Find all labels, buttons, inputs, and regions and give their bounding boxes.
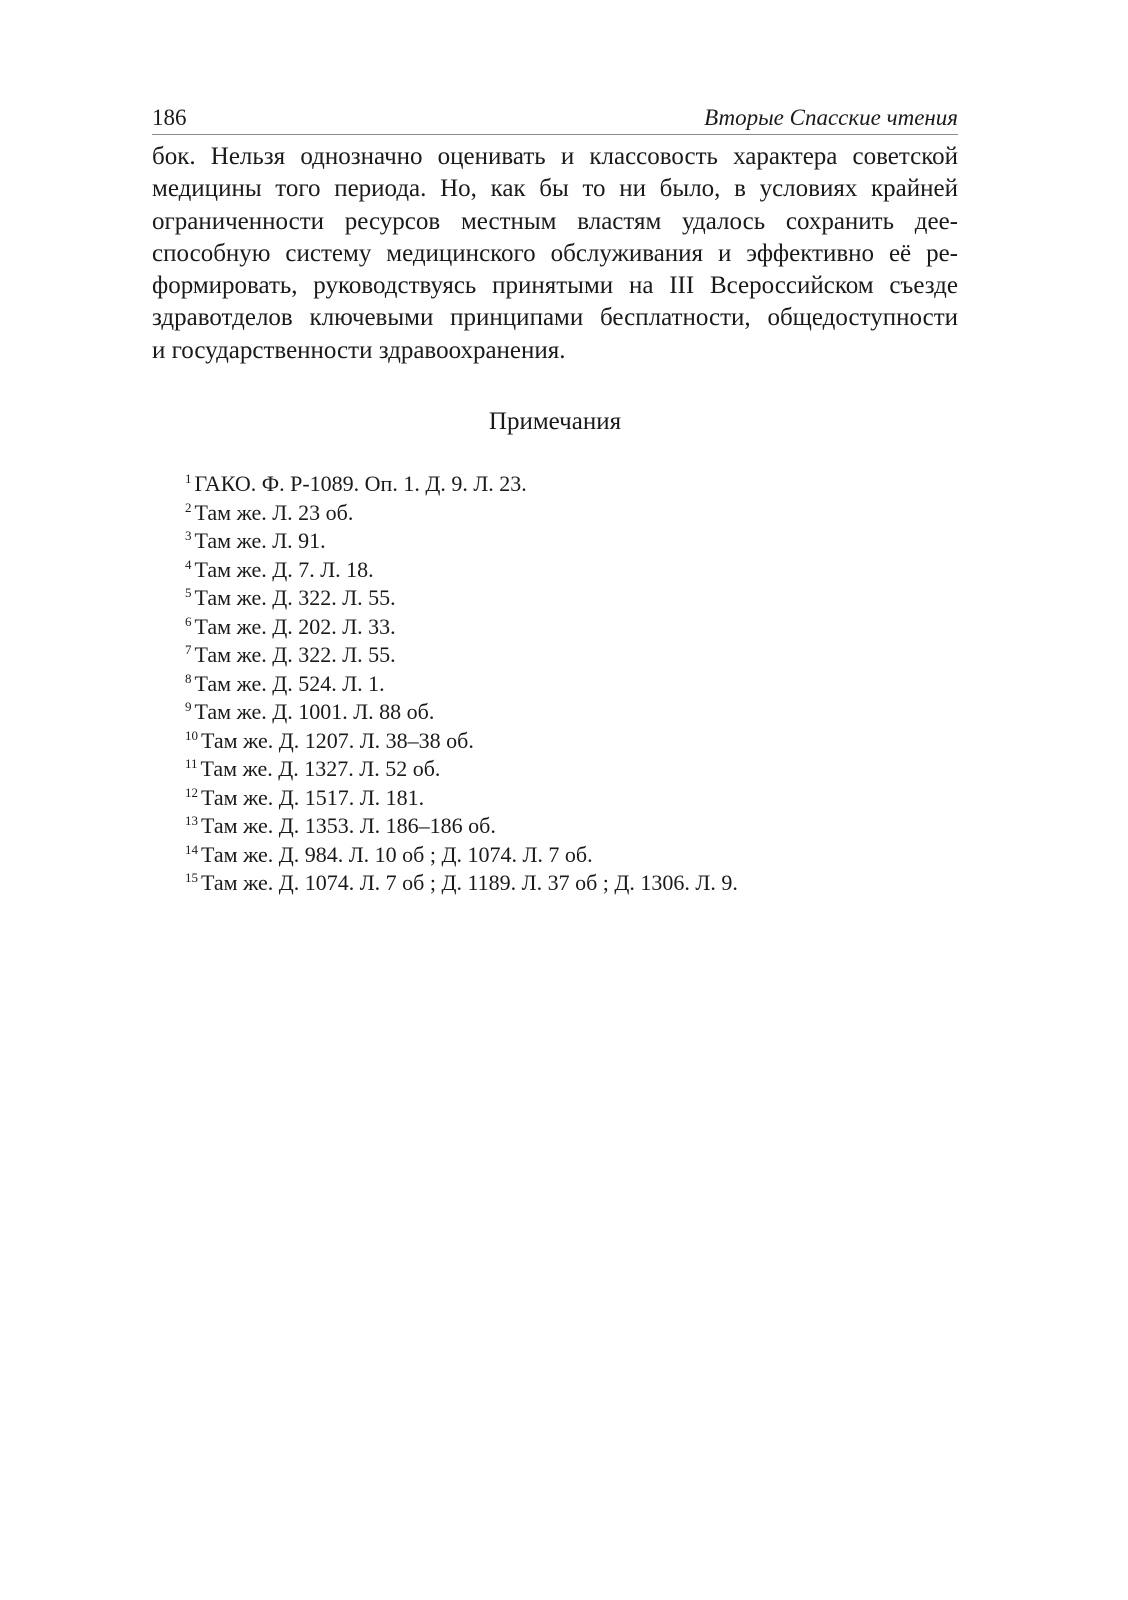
note-item — [185, 841, 958, 870]
note-text: Там же. Д. 1207. Л. 38–38 об. — [201, 727, 474, 753]
notes-heading: Примечания — [488, 408, 622, 436]
running-title: Вторые Спасские чтения — [704, 105, 958, 130]
note-text: Там же. Д. 1074. Л. 7 об ; Д. 1189. Л. 37 об ; Д. 1306. Л. 9. — [201, 870, 738, 896]
body-line: способную систему медицинского обслуживания и эффективно её ре- — [152, 239, 958, 267]
note-number: 12 — [185, 784, 198, 800]
note-number: 7 — [185, 642, 192, 658]
body-line: здравотделов ключевыми принципами бесплатности, общедоступности — [152, 304, 958, 332]
note-number: 1 — [185, 471, 192, 487]
note-text: Там же. Д. 524. Л. 1. — [194, 670, 385, 696]
note-text: Там же. Д. 322. Л. 55. — [194, 642, 396, 668]
note-item — [185, 812, 958, 841]
note-item — [185, 727, 958, 756]
note-number: 15 — [185, 870, 198, 886]
note-number: 6 — [185, 613, 192, 629]
note-item — [185, 556, 958, 585]
note-text: Там же. Д. 1327. Л. 52 об. — [200, 756, 441, 782]
note-text: ГАКО. Ф. Р-1089. Оп. 1. Д. 9. Л. 23. — [194, 471, 527, 497]
body-line: и государственности здравоохранения. — [152, 336, 566, 364]
note-text: Там же. Д. 984. Л. 10 об ; Д. 1074. Л. 7 об. — [201, 841, 593, 867]
note-number: 11 — [185, 756, 198, 772]
running-head — [152, 104, 958, 135]
note-text: Там же. Д. 7. Л. 18. — [194, 556, 374, 582]
note-number: 5 — [185, 585, 192, 601]
note-number: 13 — [185, 813, 198, 829]
body-line: бок. Нельзя однозначно оценивать и классовость характера советской — [152, 143, 958, 170]
note-number: 2 — [185, 499, 192, 515]
note-item — [185, 613, 958, 642]
note-number: 8 — [185, 670, 192, 686]
body-line: ограниченности ресурсов местным властям удалось сохранить дее- — [152, 207, 958, 235]
note-text: Там же. Д. 322. Л. 55. — [194, 585, 396, 611]
body-paragraph — [152, 141, 958, 367]
note-item — [185, 698, 958, 727]
note-item — [185, 499, 958, 528]
page-number: 186 — [152, 105, 187, 130]
note-text: Там же. Д. 202. Л. 33. — [194, 613, 396, 639]
body-line: формировать, руководствуясь принятыми на III Всероссийском съезде — [152, 272, 958, 300]
note-item — [185, 641, 958, 670]
notes-list — [152, 470, 958, 898]
note-text: Там же. Д. 1517. Л. 181. — [201, 784, 425, 810]
note-number: 10 — [185, 727, 198, 743]
note-item — [185, 755, 958, 784]
document-page — [152, 104, 958, 898]
note-number: 9 — [185, 699, 192, 715]
note-number: 4 — [185, 556, 192, 572]
note-text: Там же. Л. 23 об. — [194, 499, 354, 525]
body-line: медицины того периода. Но, как бы то ни было, в условиях крайней — [152, 175, 958, 203]
note-item — [185, 527, 958, 556]
note-item — [185, 470, 958, 499]
note-number: 3 — [185, 528, 192, 544]
note-item — [185, 784, 958, 813]
note-item — [185, 869, 958, 898]
note-item — [185, 670, 958, 699]
note-text: Там же. Д. 1353. Л. 186–186 об. — [201, 813, 496, 839]
note-text: Там же. Д. 1001. Л. 88 об. — [194, 699, 435, 725]
note-item — [185, 584, 958, 613]
note-text: Там же. Л. 91. — [194, 528, 326, 554]
note-number: 14 — [185, 841, 198, 857]
